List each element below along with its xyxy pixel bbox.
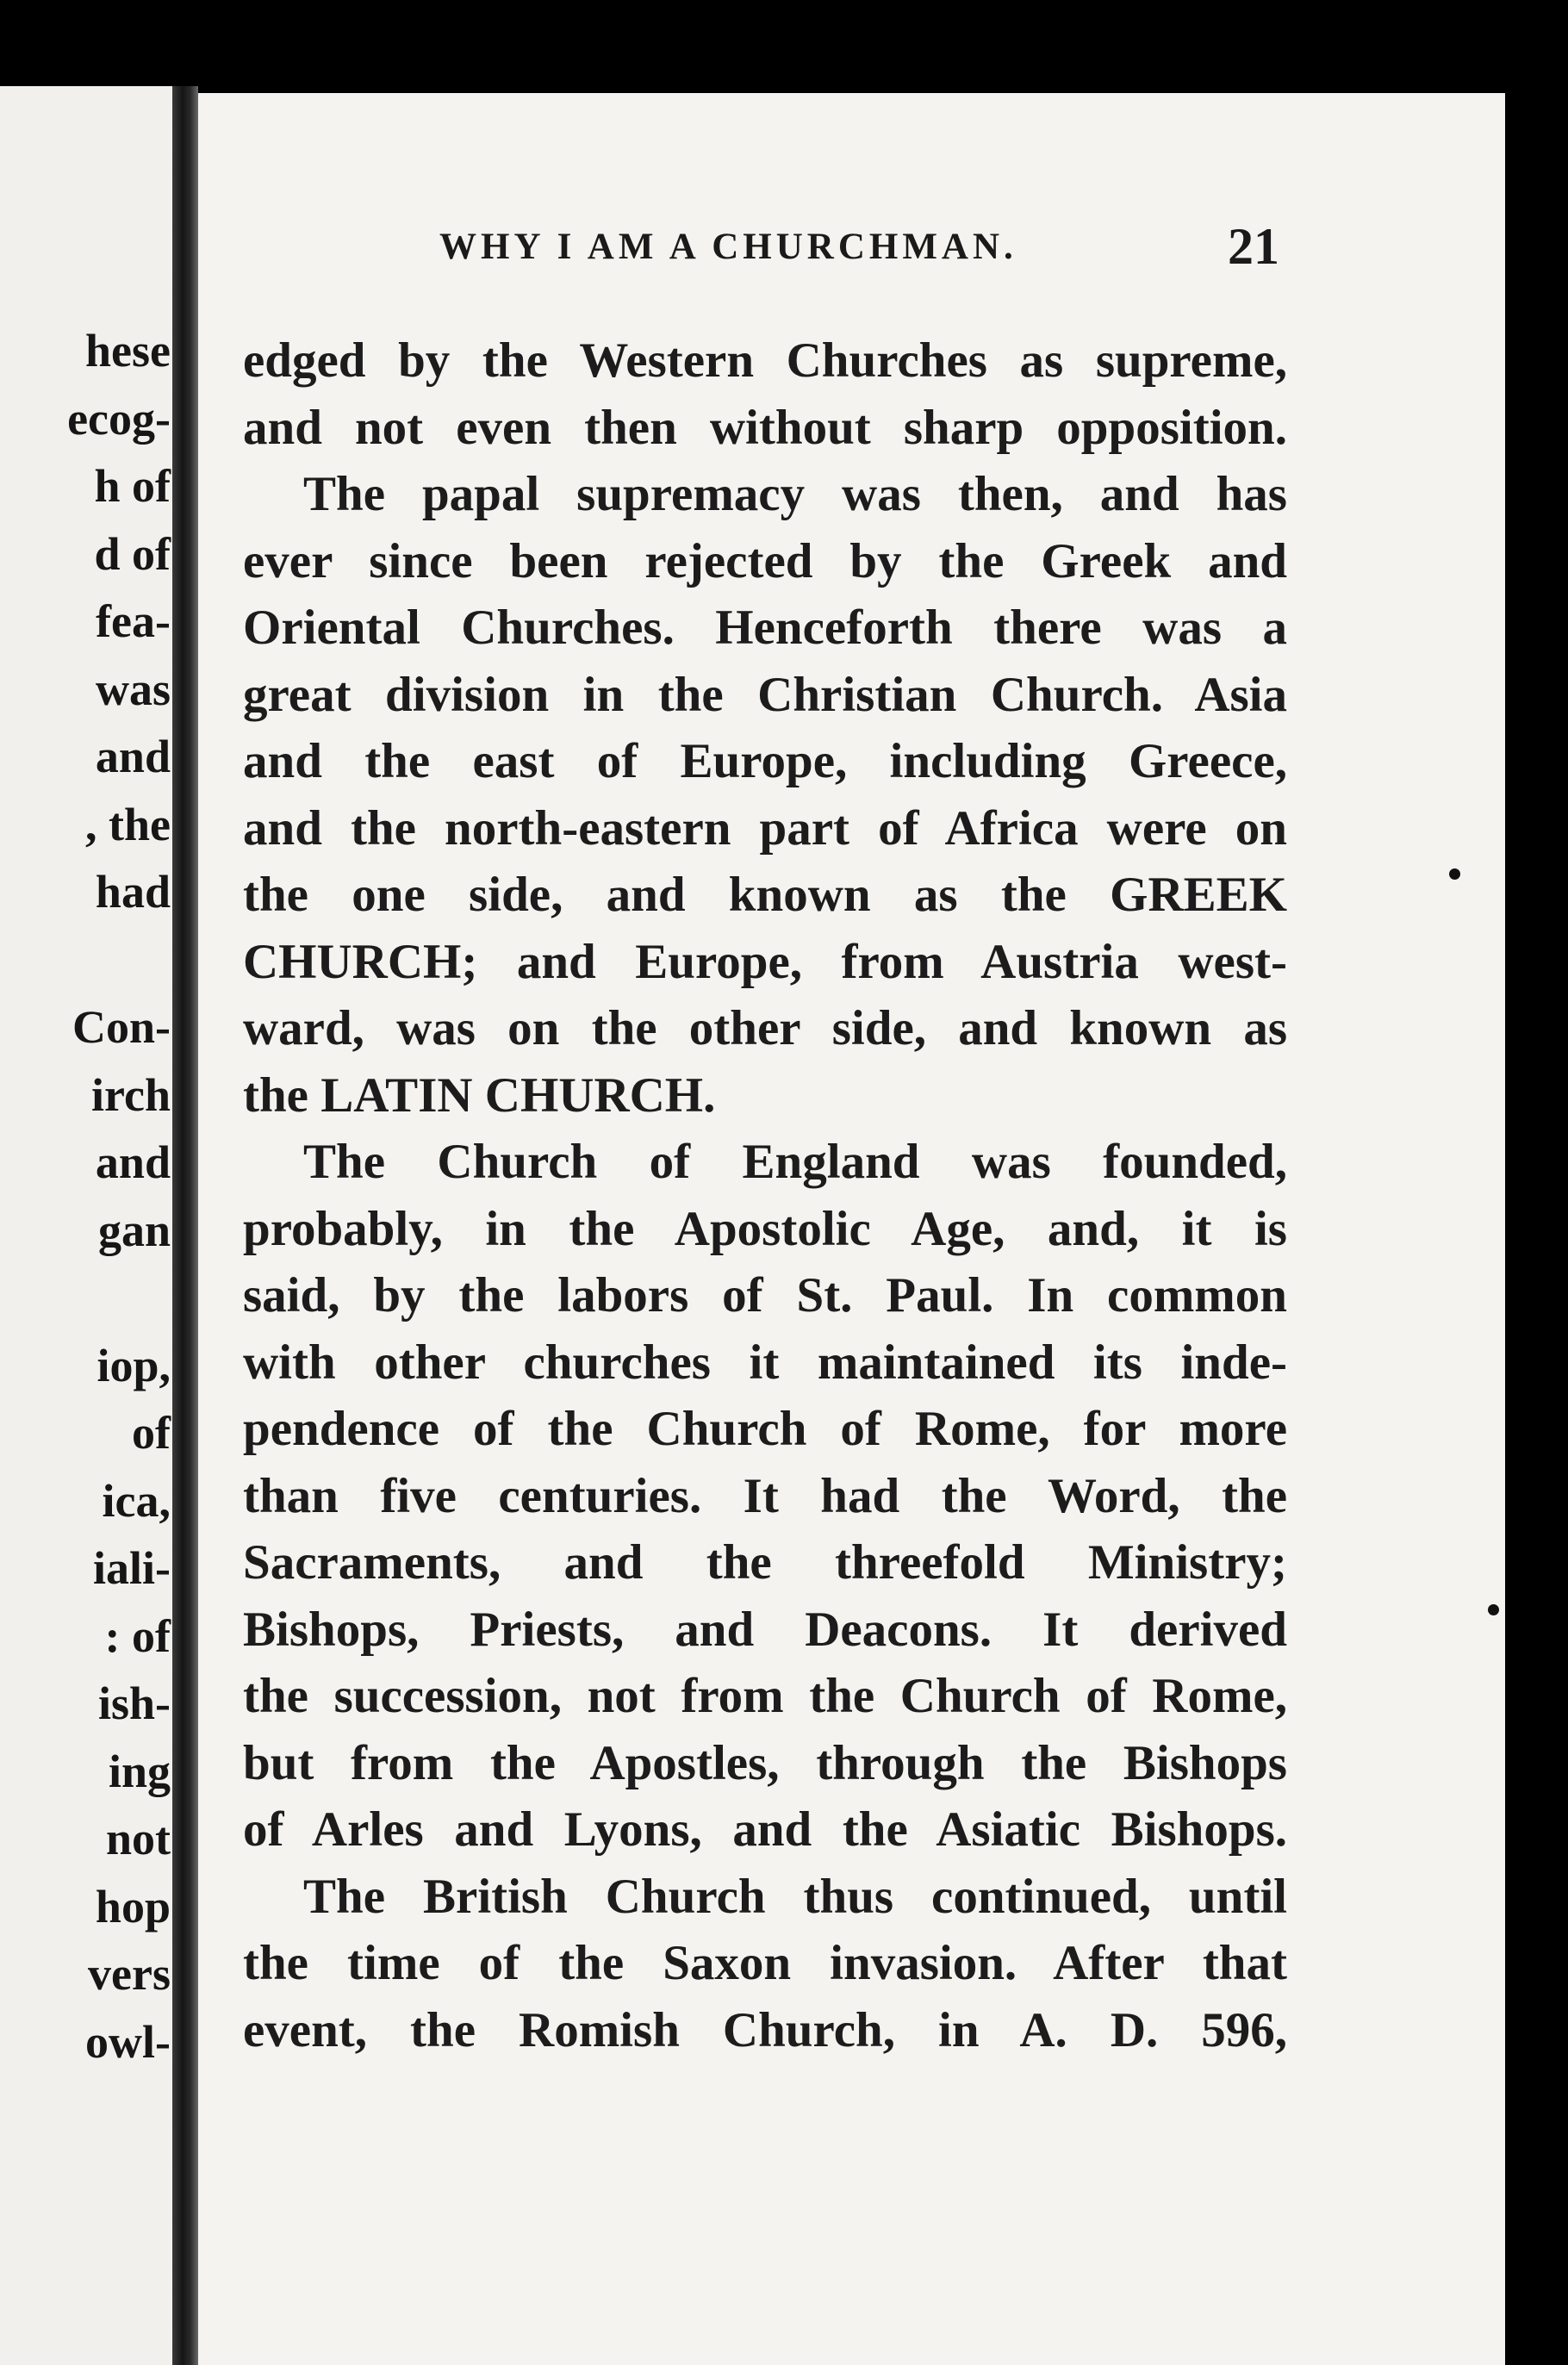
text-line: and not even then without sharp opposition.: [243, 400, 1287, 455]
text-line: and the north-eastern part of Africa were on: [243, 800, 1287, 856]
left-page-fragment: ing: [108, 1745, 171, 1797]
text-line: the LATIN CHURCH.: [243, 1067, 716, 1123]
page-number: 21: [1228, 218, 1279, 275]
text-line: The Church of England was founded,: [303, 1135, 1287, 1189]
text-line: Bishops, Priests, and Deacons. It derived: [243, 1602, 1287, 1657]
text-line: ward, was on the other side, and known as: [243, 1001, 1287, 1055]
left-page-fragment: owl-: [85, 2015, 171, 2068]
text-line: CHURCH; and Europe, from Austria west-: [243, 934, 1287, 989]
left-page-fragment: had: [95, 866, 171, 918]
left-page-fragment: gan: [97, 1204, 171, 1256]
left-page-fragment: ecog-: [67, 392, 171, 445]
text-line: Oriental Churches. Henceforth there was a: [243, 601, 1287, 655]
left-page-fragment: Con-: [72, 1001, 171, 1053]
left-page-fragment: not: [105, 1813, 171, 1864]
text-line: Sacraments, and the threefold Ministry;: [243, 1535, 1287, 1590]
left-page-fragment: ica,: [102, 1474, 171, 1527]
text-line: with other churches it maintained its inde-: [243, 1335, 1287, 1390]
left-page-edge: [0, 86, 172, 2365]
text-line: pendence of the Church of Rome, for more: [243, 1402, 1287, 1456]
scan-border: [1505, 93, 1568, 2365]
text-line: than five centuries. It had the Word, the: [243, 1468, 1287, 1523]
left-page-fragment: h of: [94, 460, 171, 512]
text-line: but from the Apostles, through the Bishops: [243, 1735, 1287, 1790]
left-page-fragment: d of: [94, 527, 171, 580]
text-line: the succession, not from the Church of Rome,: [243, 1669, 1287, 1723]
left-page-fragment: was: [95, 663, 171, 715]
left-page-fragment: and: [95, 731, 171, 782]
left-page-fragment: irch: [91, 1068, 171, 1121]
text-line: probably, in the Apostolic Age, and, it is: [243, 1201, 1287, 1256]
text-line: the time of the Saxon invasion. After that: [243, 1936, 1287, 1990]
left-page-fragment: , the: [85, 798, 171, 850]
left-page-fragment: ish-: [97, 1677, 171, 1729]
text-line: and the east of Europe, including Greece,: [243, 734, 1287, 788]
text-line: The papal supremacy was then, and has: [303, 467, 1287, 521]
book-gutter: [172, 86, 198, 2365]
text-line: edged by the Western Churches as supreme,: [243, 333, 1287, 388]
left-page-fragment: : of: [104, 1609, 171, 1662]
left-page-fragment: and: [95, 1136, 171, 1188]
scan-speck: [1449, 868, 1460, 880]
left-page-fragment: fea-: [96, 595, 171, 647]
text-line: ever since been rejected by the Greek and: [243, 533, 1287, 588]
text-line: The British Church thus continued, until: [303, 1869, 1287, 1924]
left-page-fragment: iali-: [93, 1542, 171, 1594]
left-page-fragment: hese: [85, 325, 171, 377]
text-line: said, by the labors of St. Paul. In common: [243, 1268, 1287, 1323]
text-line: great division in the Christian Church. Asia: [243, 667, 1287, 722]
left-page-fragment: iop,: [96, 1339, 171, 1391]
left-page-fragment: hop: [95, 1880, 171, 1932]
left-page-fragment: vers: [88, 1948, 171, 2000]
text-line: of Arles and Lyons, and the Asiatic Bishops.: [243, 1802, 1287, 1857]
scan-speck: [1488, 1604, 1499, 1615]
running-head: WHY I AM A CHURCHMAN.: [439, 227, 1017, 267]
text-line: event, the Romish Church, in A. D. 596,: [243, 2002, 1287, 2057]
left-page-fragment: of: [132, 1407, 171, 1459]
page-body-text: [243, 327, 1287, 2063]
text-line: the one side, and known as the GREEK: [243, 868, 1287, 922]
